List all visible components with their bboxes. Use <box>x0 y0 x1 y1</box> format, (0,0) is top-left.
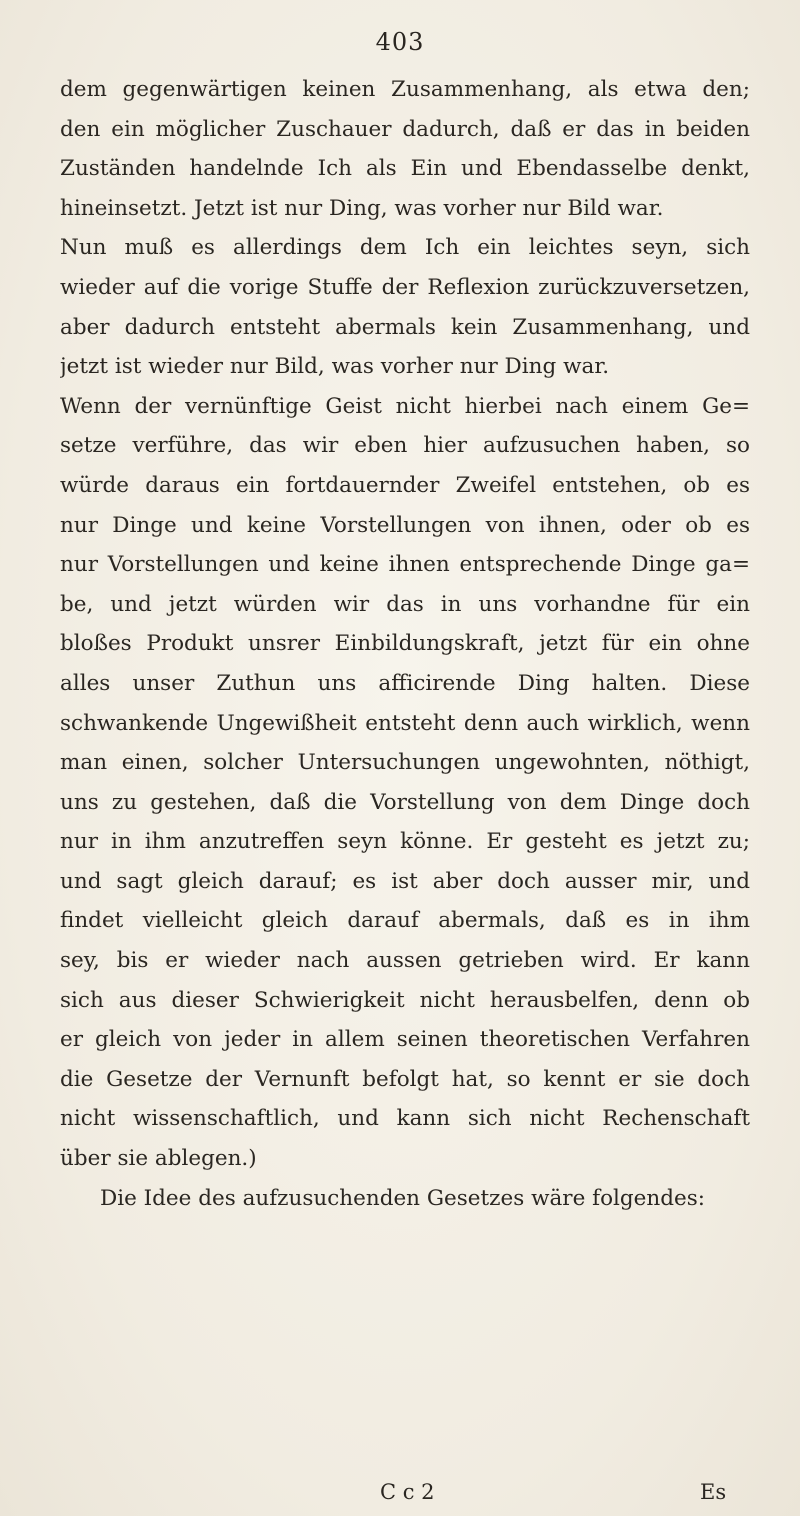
text-line: be, und jetzt würden wir das in uns vorhandne für ein <box>60 591 750 617</box>
text-line: uns zu gestehen, daß die Vorstellung von dem Dinge doch <box>60 789 750 815</box>
text-line: Die Idee des aufzusuchenden Gesetzes wäre folgendes: <box>100 1185 706 1211</box>
text-line: Zuständen handelnde Ich als Ein und Ebendasselbe denkt, <box>60 156 750 182</box>
text-line: über sie ablegen.) <box>60 1146 257 1172</box>
signature-mark: C c 2 <box>380 1480 435 1504</box>
page-footer <box>0 1480 800 1510</box>
text-line: alles unser Zuthun uns afficirende Ding halten. Diese <box>60 670 750 696</box>
text-line: hineinsetzt. Jetzt ist nur Ding, was vorher nur Bild war. <box>60 195 664 221</box>
text-line: man einen, solcher Untersuchungen ungewohnten, nöthigt, <box>60 750 750 776</box>
text-line: nur Vorstellungen und keine ihnen entsprechende Dinge ga= <box>60 552 750 578</box>
text-line: nur in ihm anzutreffen seyn könne. Er gesteht es jetzt zu; <box>60 829 750 855</box>
text-line: Wenn der vernünftige Geist nicht hierbei nach einem Ge= <box>60 393 750 419</box>
text-line: sey, bis er wieder nach aussen getrieben wird. Er kann <box>60 948 750 974</box>
text-line: und sagt gleich darauf; es ist aber doch ausser mir, und <box>60 868 750 894</box>
text-line: dem gegenwärtigen keinen Zusammenhang, als etwa den; <box>60 77 750 102</box>
text-line: Nun muß es allerdings dem Ich ein leichtes seyn, sich <box>60 235 750 261</box>
body-text <box>60 70 750 1218</box>
text-line: die Gesetze der Vernunft befolgt hat, so kennt er sie doch <box>60 1066 750 1092</box>
text-line: nur Dinge und keine Vorstellungen von ihnen, oder ob es <box>60 512 750 538</box>
text-line: würde daraus ein fortdauernder Zweifel entstehen, ob es <box>60 472 750 498</box>
text-line: den ein möglicher Zuschauer dadurch, daß er das in beiden <box>60 116 750 142</box>
catchword: Es <box>700 1480 727 1504</box>
text-line: nicht wissenschaftlich, und kann sich nicht Rechenschaft <box>60 1106 750 1132</box>
text-line: schwankende Ungewißheit entsteht denn auch wirklich, wenn <box>60 710 750 736</box>
text-line: findet vielleicht gleich darauf abermals, daß es in ihm <box>60 908 750 934</box>
text-line: sich aus dieser Schwierigkeit nicht herausbelfen, denn ob <box>60 987 750 1013</box>
text-line: wieder auf die vorige Stuffe der Reflexion zurückzuversetzen, <box>60 274 750 300</box>
text-line: bloßes Produkt unsrer Einbildungskraft, jetzt für ein ohne <box>60 631 750 657</box>
page-number: 403 <box>375 28 425 56</box>
text-line: jetzt ist wieder nur Bild, was vorher nur Ding war. <box>60 354 610 380</box>
text-line: setze verführe, das wir eben hier aufzusuchen haben, so <box>60 433 750 459</box>
text-line: er gleich von jeder in allem seinen theoretischen Verfahren <box>60 1027 750 1053</box>
text-line: aber dadurch entsteht abermals kein Zusammenhang, und <box>60 314 750 340</box>
